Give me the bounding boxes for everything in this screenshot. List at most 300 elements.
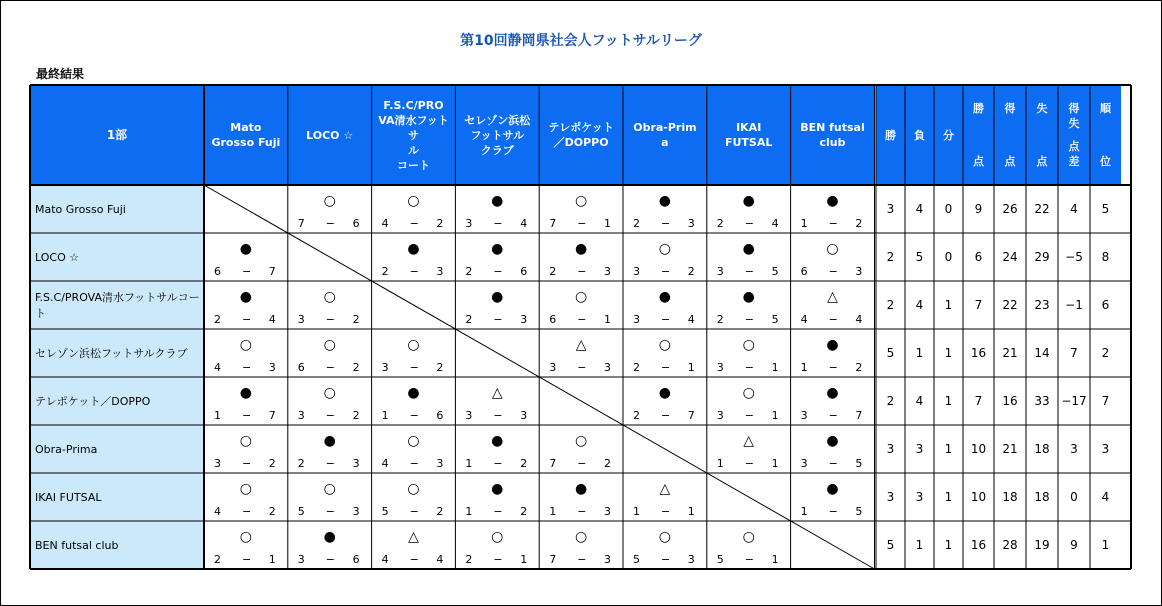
score-for: 3	[800, 409, 808, 422]
score-dash: −	[325, 313, 336, 326]
score-against: 7	[268, 409, 276, 422]
score-against: 5	[855, 457, 863, 470]
score-against: 1	[771, 409, 779, 422]
stat-value: 1	[944, 490, 953, 504]
score-for: 1	[549, 505, 557, 518]
score-against: 2	[352, 409, 360, 422]
stat-value: 1	[944, 394, 953, 408]
score-dash: −	[493, 457, 503, 470]
result-mark: ●	[574, 481, 588, 497]
result-mark: ●	[826, 385, 839, 401]
result-mark: ●	[491, 433, 504, 449]
score-against: 1	[603, 313, 611, 326]
score-for: 3	[800, 457, 808, 470]
score-against: 7	[855, 409, 863, 422]
score-for: 3	[297, 553, 305, 566]
header-team: BEN futsal club	[791, 85, 875, 185]
stat-value: 22	[1034, 202, 1050, 216]
score-against: 2	[352, 361, 360, 374]
score-dash: −	[242, 361, 252, 374]
score-against: 4	[268, 313, 276, 326]
stat-value: 5	[1101, 202, 1110, 216]
score-for: 2	[465, 553, 473, 566]
score-against: 4	[687, 313, 695, 326]
result-mark: ○	[323, 385, 336, 401]
score-dash: −	[493, 313, 503, 326]
score-for: 3	[465, 409, 473, 422]
stat-value: 18	[1034, 442, 1050, 456]
result-mark: ●	[239, 289, 252, 305]
score-dash: −	[661, 361, 671, 374]
result-mark: ○	[574, 193, 588, 209]
score-against: 3	[687, 217, 695, 230]
result-mark: ●	[826, 481, 839, 497]
score-dash: −	[744, 553, 755, 566]
score-for: 5	[297, 505, 305, 518]
score-against: 1	[603, 217, 611, 230]
score-for: 1	[465, 505, 473, 518]
stat-value: 3	[886, 442, 895, 456]
stat-value: 10	[970, 490, 987, 504]
result-mark: △	[827, 289, 838, 305]
stat-value: 9	[1070, 538, 1078, 552]
score-for: 6	[297, 361, 305, 374]
stat-value: 6	[974, 250, 983, 264]
result-mark: ○	[826, 241, 839, 257]
result-mark: ●	[826, 433, 839, 449]
stat-value: 1	[944, 298, 953, 312]
result-mark: ●	[491, 289, 504, 305]
stat-value: −5	[1065, 250, 1083, 264]
score-for: 3	[549, 361, 557, 374]
score-dash: −	[661, 265, 671, 278]
stat-value: 7	[974, 298, 983, 312]
stat-value: 1	[915, 538, 924, 552]
result-mark: ○	[239, 481, 252, 497]
score-dash: −	[577, 457, 587, 470]
result-mark: ●	[742, 289, 755, 305]
score-dash: −	[661, 313, 671, 326]
score-dash: −	[325, 505, 336, 518]
stat-value: 23	[1034, 298, 1050, 312]
result-mark: ○	[239, 529, 252, 545]
score-dash: −	[577, 217, 587, 230]
result-mark: ●	[658, 193, 671, 209]
score-dash: −	[242, 457, 252, 470]
score-dash: −	[828, 409, 838, 422]
score-for: 3	[465, 217, 473, 230]
stat-value: 5	[915, 250, 924, 264]
result-mark: ○	[574, 289, 588, 305]
score-against: 4	[520, 217, 528, 230]
stat-value: 4	[915, 202, 924, 216]
stat-value: 1	[944, 442, 953, 456]
score-for: 2	[633, 361, 640, 374]
score-for: 3	[716, 265, 724, 278]
header-stat-text: 点	[1004, 155, 1016, 168]
score-dash: −	[661, 217, 671, 230]
stat-value: 0	[944, 250, 953, 264]
score-against: 3	[603, 361, 611, 374]
score-dash: −	[242, 505, 252, 518]
result-mark: ●	[658, 289, 671, 305]
stat-value: 2	[1101, 346, 1110, 360]
score-dash: −	[577, 361, 587, 374]
result-mark: ●	[658, 385, 671, 401]
stat-value: 4	[915, 394, 924, 408]
stat-value: −1	[1065, 298, 1083, 312]
score-against: 2	[855, 361, 863, 374]
score-dash: −	[744, 217, 755, 230]
score-dash: −	[409, 409, 419, 422]
score-against: 2	[436, 505, 444, 518]
score-against: 5	[855, 505, 863, 518]
score-dash: −	[242, 265, 252, 278]
score-against: 5	[771, 265, 779, 278]
score-against: 4	[436, 553, 444, 566]
score-for: 4	[381, 217, 389, 230]
score-for: 2	[381, 265, 389, 278]
score-against: 2	[436, 217, 444, 230]
result-mark: ●	[826, 337, 839, 353]
score-against: 3	[436, 457, 444, 470]
header-team: Mato Grosso Fuji	[204, 85, 288, 185]
stat-value: 26	[1002, 202, 1018, 216]
result-mark: ○	[658, 529, 671, 545]
row-team-label: Mato Grosso Fuji	[30, 185, 204, 233]
header-stat-text: 順	[1100, 102, 1111, 115]
stat-value: 18	[1002, 490, 1018, 504]
score-for: 3	[297, 313, 305, 326]
stat-value: 33	[1034, 394, 1050, 408]
score-for: 2	[633, 217, 640, 230]
result-mark: △	[659, 481, 671, 497]
header-team: テレポケット ／DOPPO	[539, 85, 623, 185]
score-for: 7	[549, 457, 557, 470]
score-for: 6	[549, 313, 557, 326]
stat-value: 7	[974, 394, 983, 408]
stat-value: 2	[886, 394, 895, 408]
result-mark: ○	[658, 337, 671, 353]
result-mark: ●	[491, 481, 504, 497]
result-mark: ○	[742, 337, 755, 353]
score-dash: −	[409, 553, 419, 566]
score-for: 4	[381, 457, 389, 470]
result-mark: ●	[491, 241, 504, 257]
score-for: 1	[214, 409, 221, 422]
score-against: 1	[687, 505, 695, 518]
score-against: 4	[771, 217, 779, 230]
stat-value: 4	[1101, 490, 1110, 504]
header-stat-text: 位	[1100, 155, 1111, 168]
header-division: 1部	[30, 85, 204, 185]
row-team-label: IKAI FUTSAL	[30, 473, 204, 521]
score-against: 7	[687, 409, 695, 422]
score-against: 2	[436, 361, 444, 374]
score-dash: −	[409, 361, 419, 374]
score-against: 3	[603, 505, 611, 518]
stat-value: 8	[1101, 250, 1110, 264]
score-against: 3	[352, 457, 360, 470]
stat-value: 2	[886, 298, 895, 312]
score-dash: −	[242, 313, 252, 326]
stat-value: 0	[944, 202, 953, 216]
stat-value: 9	[974, 202, 983, 216]
score-against: 2	[352, 313, 360, 326]
header-stat-text: 点	[1036, 155, 1048, 168]
score-for: 4	[800, 313, 808, 326]
score-for: 7	[549, 553, 557, 566]
stat-value: 19	[1034, 538, 1050, 552]
score-against: 6	[352, 217, 360, 230]
stat-value: 16	[970, 538, 987, 552]
score-dash: −	[325, 217, 336, 230]
score-dash: −	[828, 313, 838, 326]
score-dash: −	[325, 361, 336, 374]
result-mark: ○	[407, 481, 420, 497]
stat-value: 1	[1101, 538, 1110, 552]
score-for: 2	[297, 457, 305, 470]
score-against: 2	[520, 505, 528, 518]
stat-value: 24	[1002, 250, 1018, 264]
score-for: 2	[465, 265, 473, 278]
score-dash: −	[409, 265, 419, 278]
header-stat-text: 勝	[973, 102, 984, 115]
score-for: 4	[214, 505, 221, 518]
score-dash: −	[828, 265, 838, 278]
header-stat-text: 点	[973, 155, 984, 168]
score-for: 1	[465, 457, 473, 470]
score-dash: −	[828, 217, 838, 230]
score-dash: −	[661, 505, 671, 518]
score-dash: −	[661, 409, 671, 422]
stat-value: 3	[886, 490, 895, 504]
stat-value: 14	[1034, 346, 1050, 360]
score-against: 2	[687, 265, 695, 278]
result-mark: △	[491, 385, 503, 401]
score-dash: −	[744, 313, 755, 326]
row-team-label: セレゾン浜松フットサルクラブ	[30, 329, 204, 377]
score-for: 3	[633, 313, 640, 326]
score-against: 5	[771, 313, 779, 326]
result-mark: ○	[658, 241, 671, 257]
score-against: 1	[687, 361, 695, 374]
score-for: 3	[381, 361, 389, 374]
score-dash: −	[493, 409, 503, 422]
result-mark: △	[575, 337, 587, 353]
score-against: 3	[268, 361, 276, 374]
score-against: 6	[352, 553, 360, 566]
stat-value: 5	[886, 538, 895, 552]
score-against: 1	[520, 553, 528, 566]
result-mark: ○	[323, 481, 336, 497]
score-for: 2	[633, 409, 640, 422]
stat-value: 7	[1101, 394, 1110, 408]
score-for: 7	[549, 217, 557, 230]
header-stat-text: 負	[914, 128, 925, 142]
result-mark: ○	[742, 385, 755, 401]
score-against: 3	[352, 505, 360, 518]
result-mark: ○	[491, 529, 504, 545]
header-stat-text: 分	[943, 128, 954, 142]
stat-value: 3	[1101, 442, 1110, 456]
stat-value: 4	[1070, 202, 1078, 216]
stat-value: 6	[1101, 298, 1110, 312]
score-for: 4	[214, 361, 221, 374]
score-for: 3	[633, 265, 640, 278]
score-against: 1	[771, 553, 779, 566]
header-team: F.S.C/PRO VA清水フットサ ル コート	[372, 85, 456, 185]
result-mark: ○	[323, 337, 336, 353]
result-mark: ●	[491, 193, 504, 209]
result-mark: ●	[323, 529, 336, 545]
stat-value: 21	[1002, 442, 1018, 456]
score-dash: −	[744, 265, 755, 278]
score-dash: −	[493, 505, 503, 518]
stat-value: 3	[915, 490, 924, 504]
result-mark: ○	[407, 193, 420, 209]
row-team-label: Obra-Prima	[30, 425, 204, 473]
score-for: 2	[465, 313, 473, 326]
score-dash: −	[744, 409, 755, 422]
score-dash: −	[409, 217, 419, 230]
result-mark: ○	[407, 337, 420, 353]
stat-value: 29	[1034, 250, 1050, 264]
score-against: 1	[771, 361, 779, 374]
stat-value: 16	[970, 346, 987, 360]
score-against: 3	[603, 265, 611, 278]
score-for: 3	[716, 361, 724, 374]
header-stat-text: 勝	[885, 128, 896, 142]
score-against: 2	[855, 217, 863, 230]
score-dash: −	[493, 217, 503, 230]
stat-value: 10	[970, 442, 987, 456]
score-against: 6	[436, 409, 444, 422]
stat-value: 2	[886, 250, 895, 264]
score-dash: −	[828, 361, 838, 374]
score-against: 2	[268, 457, 276, 470]
stat-value: 4	[915, 298, 924, 312]
result-mark: ○	[239, 337, 252, 353]
score-dash: −	[577, 313, 587, 326]
score-dash: −	[828, 457, 838, 470]
score-dash: −	[744, 457, 755, 470]
stat-value: 3	[1070, 442, 1078, 456]
score-for: 3	[214, 457, 221, 470]
result-mark: ○	[239, 433, 252, 449]
score-against: 3	[687, 553, 695, 566]
header-team: セレゾン浜松 フットサル クラブ	[455, 85, 539, 185]
stat-value: 0	[1070, 490, 1078, 504]
result-mark: ●	[407, 385, 420, 401]
result-mark: ○	[323, 289, 336, 305]
score-dash: −	[325, 553, 336, 566]
score-against: 7	[268, 265, 276, 278]
score-against: 1	[268, 553, 276, 566]
score-against: 1	[771, 457, 779, 470]
score-against: 4	[855, 313, 863, 326]
score-for: 3	[297, 409, 305, 422]
score-for: 2	[716, 313, 724, 326]
stat-value: 7	[1070, 346, 1078, 360]
score-against: 3	[520, 313, 528, 326]
stat-value: 28	[1002, 538, 1018, 552]
row-team-label: LOCO ☆	[30, 233, 204, 281]
result-mark: ○	[323, 193, 336, 209]
score-for: 2	[549, 265, 557, 278]
result-mark: ●	[239, 241, 252, 257]
header-stat-text: 点 差	[1068, 140, 1080, 168]
score-for: 6	[214, 265, 221, 278]
score-dash: −	[493, 265, 503, 278]
result-mark: ○	[407, 433, 420, 449]
score-dash: −	[493, 553, 503, 566]
result-mark: ●	[742, 193, 755, 209]
score-for: 7	[297, 217, 305, 230]
result-mark: ●	[239, 385, 252, 401]
score-against: 6	[520, 265, 528, 278]
score-for: 6	[800, 265, 808, 278]
score-dash: −	[325, 457, 336, 470]
row-team-label: テレポケット／DOPPO	[30, 377, 204, 425]
result-mark: ●	[826, 193, 839, 209]
result-mark: ●	[407, 241, 420, 257]
score-dash: −	[828, 505, 838, 518]
score-dash: −	[409, 505, 419, 518]
score-dash: −	[409, 457, 419, 470]
score-for: 5	[381, 505, 389, 518]
score-for: 4	[381, 553, 389, 566]
header-stat-text: 失	[1036, 102, 1048, 115]
score-dash: −	[325, 409, 336, 422]
score-against: 2	[603, 457, 611, 470]
row-team-label: F.S.C/PROVA清水フットサルコート	[30, 281, 204, 329]
result-mark: △	[743, 433, 755, 449]
score-for: 1	[800, 217, 808, 230]
stat-value: 3	[915, 442, 924, 456]
score-dash: −	[577, 265, 587, 278]
page-title: 第10回静岡県社会人フットサルリーグ	[460, 33, 702, 49]
header-stat-text: 得	[1004, 102, 1016, 115]
header-stat-text: 得 失	[1068, 102, 1080, 130]
stat-value: −17	[1061, 394, 1087, 408]
stat-value: 1	[944, 538, 953, 552]
score-against: 2	[268, 505, 276, 518]
header-team: Obra-Prim a	[623, 85, 707, 185]
score-dash: −	[577, 553, 587, 566]
score-against: 3	[603, 553, 611, 566]
stat-value: 16	[1002, 394, 1018, 408]
score-for: 1	[800, 361, 808, 374]
result-mark: ●	[742, 241, 755, 257]
result-mark: ●	[323, 433, 336, 449]
score-for: 2	[214, 313, 221, 326]
result-mark: ○	[574, 529, 588, 545]
header-team: IKAI FUTSAL	[707, 85, 791, 185]
score-dash: −	[242, 553, 252, 566]
score-for: 1	[381, 409, 389, 422]
result-mark: ○	[742, 529, 755, 545]
result-mark: △	[408, 529, 419, 545]
score-against: 3	[855, 265, 863, 278]
score-for: 1	[633, 505, 640, 518]
score-for: 3	[716, 409, 724, 422]
result-mark: ○	[574, 433, 588, 449]
result-mark: ●	[574, 241, 588, 257]
score-for: 5	[716, 553, 724, 566]
score-for: 2	[214, 553, 221, 566]
score-for: 1	[716, 457, 724, 470]
